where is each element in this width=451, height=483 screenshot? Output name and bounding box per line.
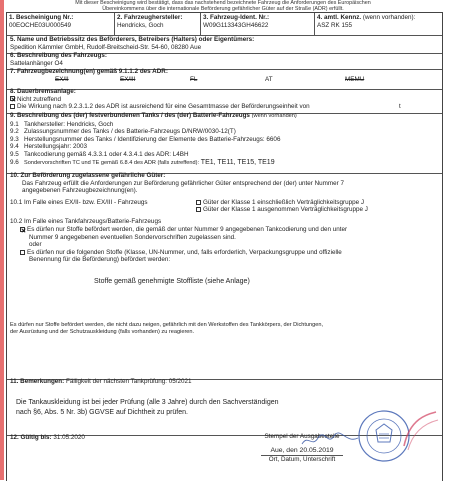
- section-10-2-label: 10.2 Im Falle eines Tankfahrzeugs/Batterie-Fahrzeugs: [10, 218, 162, 226]
- tank-code-substances-checkbox[interactable]: [20, 227, 25, 232]
- tank-description-label: 9. Beschreibung des (der) festverbundenen Tanks / des (der) Batterie-Fahrzeugs: [10, 112, 250, 119]
- dangerous-goods-intro-1: Das Fahrzeug erfüllt die Anforderungen zur Beförderung gefährlicher Güter entsprechend der (der) unter Nummer 7: [22, 179, 345, 187]
- designation-label: 7. Fahrzeugbezeichnung(en) gemäß 9.1.1.2 des ADR:: [10, 68, 168, 75]
- field-certificate-number: [7, 13, 115, 35]
- retarder-effect-text: Die Wirkung nach 9.2.3.1.2 des ADR ist ausreichend für eine Gesamtmasse der Beförderungseinheit von: [17, 103, 310, 111]
- row-retarder: [7, 87, 442, 114]
- approved-substance-list: Stoffe gemäß genehmigte Stoffliste (siehe Anlage): [94, 277, 250, 285]
- tank-item: 9.5 Tankcodierung gemäß 4.3.3.1 oder 4.3.4.1 des ADR: L4BH: [10, 150, 189, 158]
- inspection-stamp: [400, 408, 440, 452]
- place-date: Aue, den 20.05.2019: [270, 446, 334, 454]
- tank-description-note: (wenn vorhanden): [251, 113, 297, 119]
- designation-memu: MEMU: [345, 75, 365, 83]
- tank-item: 9.4 Herstellungsjahr: 2003: [10, 143, 88, 151]
- listed-substances-text-2: Benennung für die Beförderung) befördert werden:: [29, 256, 171, 264]
- field-manufacturer: [115, 13, 201, 35]
- dangerous-goods-label: 10. Zur Beförderung zugelassene gefährliche Güter:: [10, 172, 166, 179]
- reaction-note-2: der Ausrüstung und der Schutzauskleidung (falls vorhanden) zu reagieren.: [10, 329, 195, 336]
- retarder-effect-checkbox[interactable]: [10, 104, 15, 109]
- section-10-1-label: 10.1 Im Falle eines EX/II- bzw. EX/III - Fahrzeugs: [10, 198, 148, 206]
- field-vehicle-id: [201, 13, 315, 35]
- handwritten-signature: [300, 430, 360, 450]
- registration-value: ASZ RK 155: [317, 21, 352, 29]
- header-line-2: Übereinkommens über die internationale Beförderung gefährlicher Güter auf der Straße (ADR) erfüllt.: [102, 6, 344, 12]
- or-text: oder: [29, 241, 42, 249]
- class1-excl-j-checkbox[interactable]: [196, 207, 201, 212]
- reaction-note-1: Es dürfen nur Stoffe befördert werden, die nicht dazu neigen, gefährlich mit den Werkstoffen des Tankkörpers, der Dichtungen,: [10, 321, 324, 328]
- tank-code-substances-text-2: Nummer 9 angegebenen eventuellen Sondervorschriften zugelassen sind.: [29, 233, 236, 241]
- stamp-label: Stempel der Ausgabestelle: [264, 433, 340, 440]
- tank-item: 9.2 Zulassungsnummer des Tanks / des Batterie-Fahrzeugs D/NRW/0030-12(T): [10, 128, 236, 136]
- manufacturer-label: 2. Fahrzeughersteller:: [117, 14, 183, 21]
- row-tank-description: [7, 111, 442, 174]
- listed-substances-checkbox[interactable]: [20, 250, 25, 255]
- remarks-note-2: nach §6, Abs. 5 Nr. 3b) GGVSE auf Dichtheit zu prüfen.: [16, 408, 188, 416]
- certificate-header: [8, 0, 438, 12]
- certificate-number-value: 00EOCHE03U000549: [9, 21, 71, 29]
- not-applicable-text: Nicht zutreffend: [17, 95, 61, 103]
- class1-excl-j-text: Güter der Klasse 1 ausgenommen Verträglichkeitsgruppe J: [203, 206, 368, 214]
- listed-substances-text-1: Es dürfen nur die folgenden Stoffe (Klasse, UN-Nummer, und, falls erforderlich, Verpackungsgruppe und offizielle: [27, 248, 342, 256]
- operator-label: 5. Name und Betriebssitz des Beförderers, Betreibers (Halters) oder Eigentümers:: [10, 36, 255, 43]
- registration-label: 4. amtl. Kennz.: [317, 14, 362, 21]
- designation-ex2: EX/II: [55, 75, 69, 83]
- valid-until-label: 12. Gültig bis:: [10, 434, 52, 441]
- not-applicable-checkbox[interactable]: [10, 96, 15, 101]
- tank-code-substances-text-1: Es dürfen nur Stoffe befördert werden, die gemäß der unter Nummer 9 angegebenen Tankcodierung und den unter: [27, 225, 348, 233]
- dangerous-goods-intro-2: angegebenen Fahrzeugbezeichnung(en).: [22, 187, 138, 195]
- field-registration: [315, 13, 442, 35]
- class1-incl-j-text: Güter der Klasse 1 einschließlich Verträglichkeitsgruppe J: [203, 198, 364, 206]
- class1-incl-j-checkbox[interactable]: [196, 200, 201, 205]
- signature-label: Ort, Datum, Unterschrift: [268, 456, 336, 464]
- row-dangerous-goods: [7, 171, 442, 380]
- valid-until-value: 31.05.2020: [53, 434, 85, 441]
- vehicle-description-value: Sattelanhänger O4: [10, 59, 63, 67]
- registration-note: (wenn vorhanden):: [362, 14, 416, 21]
- tank-item: 9.3 Herstellungsnummer des Tanks / Identifizierung der Elemente des Batterie-Fahrzeugs: 6606: [10, 135, 281, 143]
- operator-value: Spedition Kämmler GmbH, Rudolf-Breitscheid-Str. 54-60, 08280 Aue: [10, 43, 202, 51]
- left-margin-mark: [0, 0, 4, 480]
- tank-item: 9.6 Sondervorschriften TC und TE gemäß 6.8.4 des ADR (falls zutreffend): TE1, TE11, TE15, TE19: [10, 158, 275, 166]
- designation-fl: FL: [190, 75, 198, 83]
- tank-item: 9.1 Tankhersteller: Hendricks, Goch: [10, 120, 114, 128]
- certificate-number-label: 1. Bescheinigung Nr.:: [9, 14, 74, 21]
- retarder-label: 8. Dauerbremsanlage:: [10, 88, 76, 95]
- designation-ex3: EX/III: [120, 75, 136, 83]
- special-provisions-value: TE1, TE11, TE15, TE19: [200, 158, 275, 166]
- vehicle-id-value: W09G113343GH46622: [203, 21, 269, 29]
- remarks-value: Fälligkeit der nächsten Tankprüfung: 05/2021: [66, 378, 192, 385]
- retarder-unit: t: [399, 103, 401, 111]
- remarks-label: 11. Bemerkungen:: [10, 378, 65, 385]
- remarks-note-1: Die Tankauskleidung ist bei jeder Prüfung (alle 3 Jahre) durch den Sachverständigen: [16, 398, 279, 406]
- designation-at: AT: [265, 75, 273, 83]
- vehicle-description-label: 6. Beschreibung des Fahrzeugs:: [10, 52, 107, 59]
- manufacturer-value: Hendricks, Goch: [117, 21, 164, 29]
- vehicle-id-label: 3. Fahrzeug-Ident. Nr.:: [203, 14, 270, 21]
- header-line-1: Mit dieser Bescheinigung wird bestätigt, dass das nachstehend bezeichnete Fahrzeug die Anforderungen des Europäischen: [75, 0, 371, 6]
- row-identification: [7, 13, 442, 36]
